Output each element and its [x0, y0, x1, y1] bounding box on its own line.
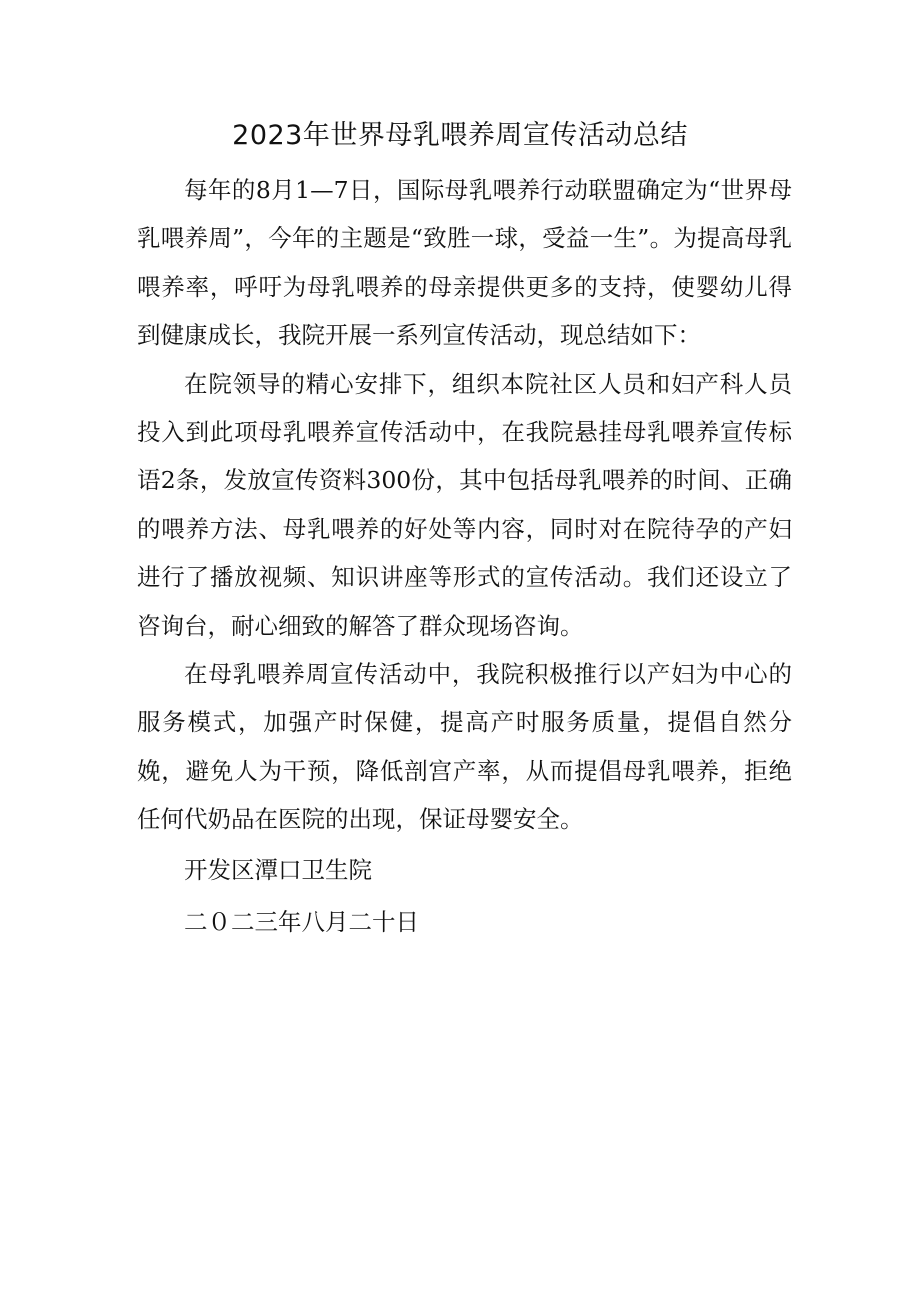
- signature-organization: 开发区潭口卫生院: [184, 855, 372, 884]
- paragraph-service-model: 在母乳喂养周宣传活动中，我院积极推行以产妇为中心的服务模式，加强产时保健，提高产时服务质量，提倡自然分娩，避免人为干预，降低剖宫产率，从而提倡母乳喂养，拒绝任何代奶品在医院的出现，保证母婴安全。: [137, 660, 792, 834]
- paragraph-activities: 在院领导的精心安排下，组织本院社区人员和妇产科人员投入到此项母乳喂养宣传活动中，在我院悬挂母乳喂养宣传标语2条，发放宣传资料300份，其中包括母乳喂养的时间、正确的喂养方法、母乳喂养的好处等内容，同时对在院待孕的产妇进行了播放视频、知识讲座等形式的宣传活动。我们还设立了咨询台，耐心细致的解答了群众现场咨询。: [137, 369, 792, 640]
- document-body: [137, 166, 792, 948]
- signature-date: 二０二三年八月二十日: [184, 907, 419, 936]
- document-title: 2023年世界母乳喂养周宣传活动总结: [232, 120, 688, 151]
- paragraph-intro: 每年的8月1—7日，国际母乳喂养行动联盟确定为“世界母乳喂养周”，今年的主题是“致胜一球，受益一生”。为提高母乳喂养率，呼吁为母乳喂养的母亲提供更多的支持，使婴幼儿得到健康成长，我院开展一系列宣传活动，现总结如下：: [137, 176, 792, 350]
